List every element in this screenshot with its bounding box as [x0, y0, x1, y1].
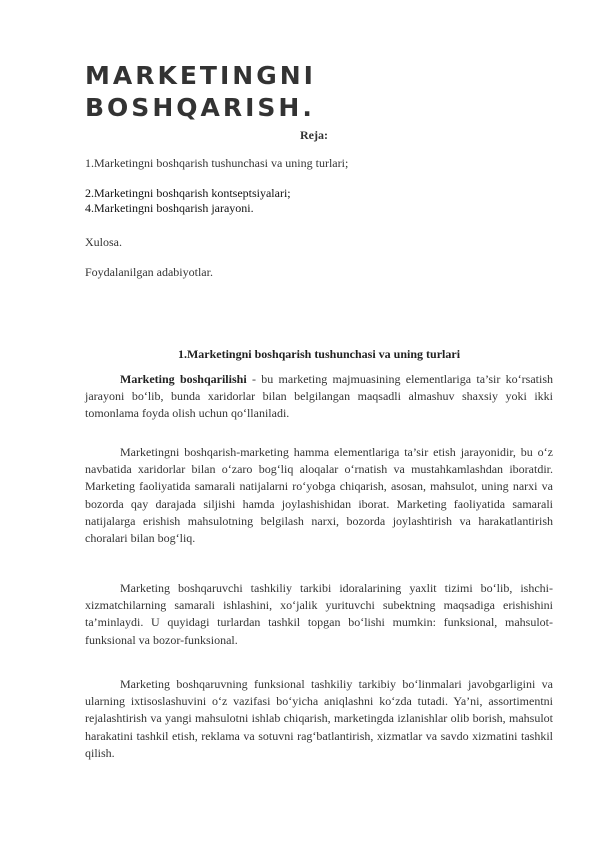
paragraph — [85, 580, 553, 649]
paragraph-text: Marketing boshqaruvchi tashkiliy tarkibi idoralarining yaxlit tizimi bo‘lib, ishchi-xizmatchilarning samarali ishlashini, xo‘jalik yurituvchi subektning maqsadiga erishishini ta’minlaydi. U quyidagi turlardan tashkil topgan bo‘lishi mumkin: funksional, mahsulot-funksional va bozor-funksional. — [85, 581, 553, 647]
plan-heading: Reja: — [300, 128, 328, 142]
plan-item: 4.Marketingni boshqarish jarayoni. — [85, 201, 254, 215]
plan-item: 1.Marketingni boshqarish tushunchasi va uning turlari; — [85, 156, 349, 170]
paragraph — [85, 676, 553, 762]
plan-item-references: Foydalanilgan adabiyotlar. — [85, 265, 213, 279]
plan-item: 2.Marketingni boshqarish kontseptsiyalari; — [85, 186, 291, 200]
paragraph-text: Marketing boshqaruvning funksional tashkiliy tarkibiy bo‘linmalari javobgarligini va ularning ixtisoslashuvini o‘z vazifasi bo‘yicha aniqlashni ko‘zda tutadi. Ya’ni, assortimentni rejalashtirish va yangi mahsulotni ishlab chiqarish, marketingda izlanishlar olib borish, mahsulot harakatini tashkil etish, reklama va sotuvni rag‘batlantirish, xizmatlar va savdo xizmatini tashkil qilish. — [85, 677, 553, 760]
plan-item-conclusion: Xulosa. — [85, 235, 122, 249]
paragraph-lead-term: Marketing boshqarilishi — [120, 372, 247, 386]
section-heading: 1.Marketingni boshqarish tushunchasi va uning turlari — [177, 347, 461, 361]
paragraph-text: Marketingni boshqarish-marketing hamma elementlariga ta’sir etish jarayonidir, bu o‘z navbatida xaridorlar bilan o‘zaro bog‘liq aloqalar o‘rnatish va mustahkamlashdan iboratdir. Marketing faoliyatida samarali natijalarni ro‘yobga chiqarish, asosan, mahsulot, uning narxi va bozorda qay darajada siljishi hamda joylashishidan iborat. Marketing faoliyatida samarali natijalarga erishish mahsulotning belgilash narxi, bozorda joylashtirish va harakatlantirish choralari bilan bog‘liq. — [85, 445, 553, 546]
paragraph-text: - bu marketing majmuasining elementlariga ta’sir ko‘rsatish jarayoni bo‘lib, bunda xaridorlar bilan belgilangan maqsadli almashuv shaxsiy yoki ikki tomonlama foyda olish uchun qo‘llaniladi. — [85, 372, 553, 421]
paragraph — [85, 371, 553, 423]
paragraph — [85, 444, 553, 547]
document-title: MARKETINGNI BOSHQARISH. — [85, 61, 316, 122]
